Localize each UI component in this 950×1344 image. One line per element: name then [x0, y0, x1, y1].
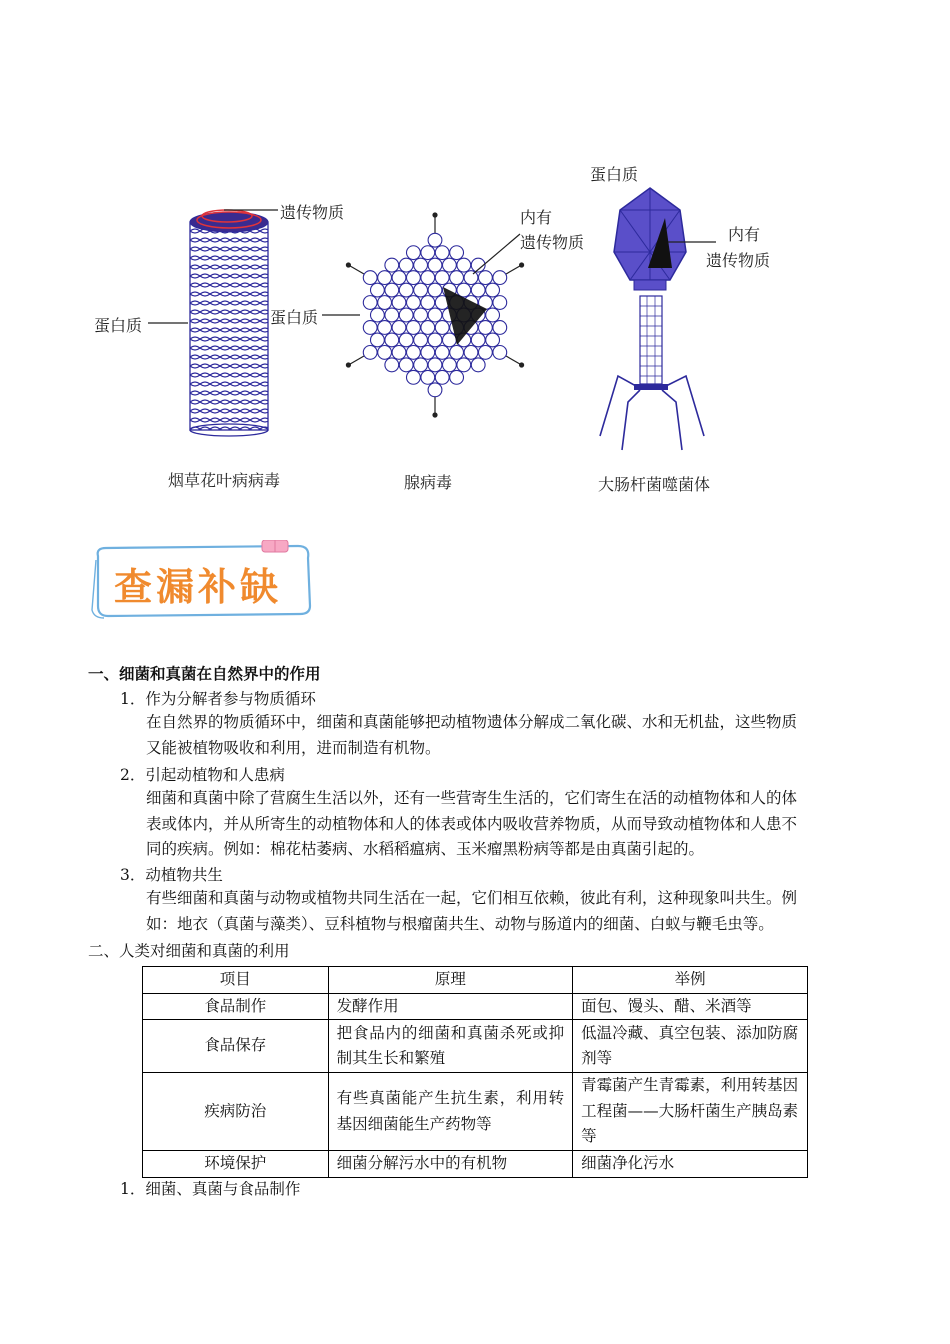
text-line: 有些细菌和真菌与动物或植物共同生活在一起，它们相互依赖，彼此有利，这种现象叫共生。例	[146, 889, 798, 907]
section1-item2-text	[146, 786, 866, 863]
table-row	[143, 1151, 808, 1178]
adeno-genetic-label-line1: 内有	[520, 208, 553, 227]
table-header-row	[143, 967, 808, 994]
table-row	[143, 1073, 808, 1151]
tmv-protein-pointer	[148, 313, 190, 333]
section1-item3-title: 3．动植物共生	[120, 866, 223, 884]
text-line: 又能被植物吸收和利用，进而制造有机物。	[146, 738, 441, 757]
phage-caption: 大肠杆菌噬菌体	[598, 475, 711, 494]
section-banner	[88, 540, 318, 620]
adeno-genetic-pointer	[465, 230, 525, 280]
table-cell: 环境保护	[143, 1151, 329, 1178]
section1-item1-title: 1．作为分解者参与物质循环	[120, 690, 316, 708]
text-line: 如：地衣（真菌与藻类）、豆科植物与根瘤菌共生、动物与肠道内的细菌、白蚁与鞭毛虫等。	[146, 914, 774, 933]
adeno-caption: 腺病毒	[404, 473, 453, 492]
table-row	[143, 993, 808, 1020]
table-cell: 发酵作用	[328, 993, 573, 1020]
table-cell: 青霉菌产生青霉素，利用转基因工程菌——大肠杆菌生产胰岛素等	[573, 1073, 808, 1151]
table-header-cell: 原理	[328, 967, 573, 994]
table-header-cell: 举例	[573, 967, 808, 994]
table-cell: 低温冷藏、真空包装、添加防腐剂等	[573, 1020, 808, 1073]
section2-heading: 二、人类对细菌和真菌的利用	[88, 942, 290, 960]
section1-item1-text	[146, 710, 866, 761]
phage-genetic-pointer	[668, 232, 718, 252]
table-cell: 细菌净化污水	[573, 1151, 808, 1178]
tmv-protein-label: 蛋白质	[94, 316, 143, 335]
table-cell: 疾病防治	[143, 1073, 329, 1151]
section1-heading: 一、细菌和真菌在自然界中的作用	[88, 664, 321, 683]
section1-item2-title: 2．引起动植物和人患病	[120, 766, 285, 784]
table-cell: 面包、馒头、醋、米酒等	[573, 993, 808, 1020]
section1-item3-text	[146, 886, 866, 937]
tmv-genetic-pointer	[220, 200, 280, 220]
section2-footer-item: 1．细菌、真菌与食品制作	[120, 1180, 301, 1198]
table-row	[143, 1020, 808, 1073]
tmv-caption: 烟草花叶病病毒	[168, 471, 281, 490]
table-cell: 食品保存	[143, 1020, 329, 1073]
text-line: 表或体内，并从所寄生的动植物体和人的体表或体内吸收营养物质，从而导致动植物体和人患不	[146, 814, 798, 833]
table-cell: 把食品内的细菌和真菌杀死或抑制其生长和繁殖	[328, 1020, 573, 1073]
table-header-cell: 项目	[143, 967, 329, 994]
table-cell: 细菌分解污水中的有机物	[328, 1151, 573, 1178]
utilization-table	[142, 966, 808, 1178]
adeno-protein-label: 蛋白质	[270, 308, 319, 327]
table-cell: 有些真菌能产生抗生素，利用转基因细菌能生产药物等	[328, 1073, 573, 1151]
adeno-protein-pointer	[322, 305, 362, 325]
text-line: 在自然界的物质循环中，细菌和真菌能够把动植物遗体分解成二氧化碳、水和无机盐，这些物质	[146, 713, 798, 731]
banner-title: 查漏补缺	[114, 565, 283, 609]
phage-genetic-label-line1: 内有	[728, 225, 761, 244]
phage-protein-label: 蛋白质	[590, 165, 639, 184]
adeno-genetic-label-line2: 遗传物质	[520, 233, 585, 252]
text-line: 同的疾病。例如：棉花枯萎病、水稻稻瘟病、玉米瘤黑粉病等都是由真菌引起的。	[146, 840, 705, 858]
tobacco-mosaic-virus-drawing	[180, 200, 280, 440]
bacteriophage-drawing	[590, 180, 730, 460]
phage-genetic-label-line2: 遗传物质	[706, 251, 771, 270]
tmv-genetic-label: 遗传物质	[280, 203, 345, 222]
table-cell: 食品制作	[143, 993, 329, 1020]
text-line: 细菌和真菌中除了营腐生生活以外，还有一些营寄生生活的，它们寄生在活的动植物体和人的体	[146, 789, 798, 807]
